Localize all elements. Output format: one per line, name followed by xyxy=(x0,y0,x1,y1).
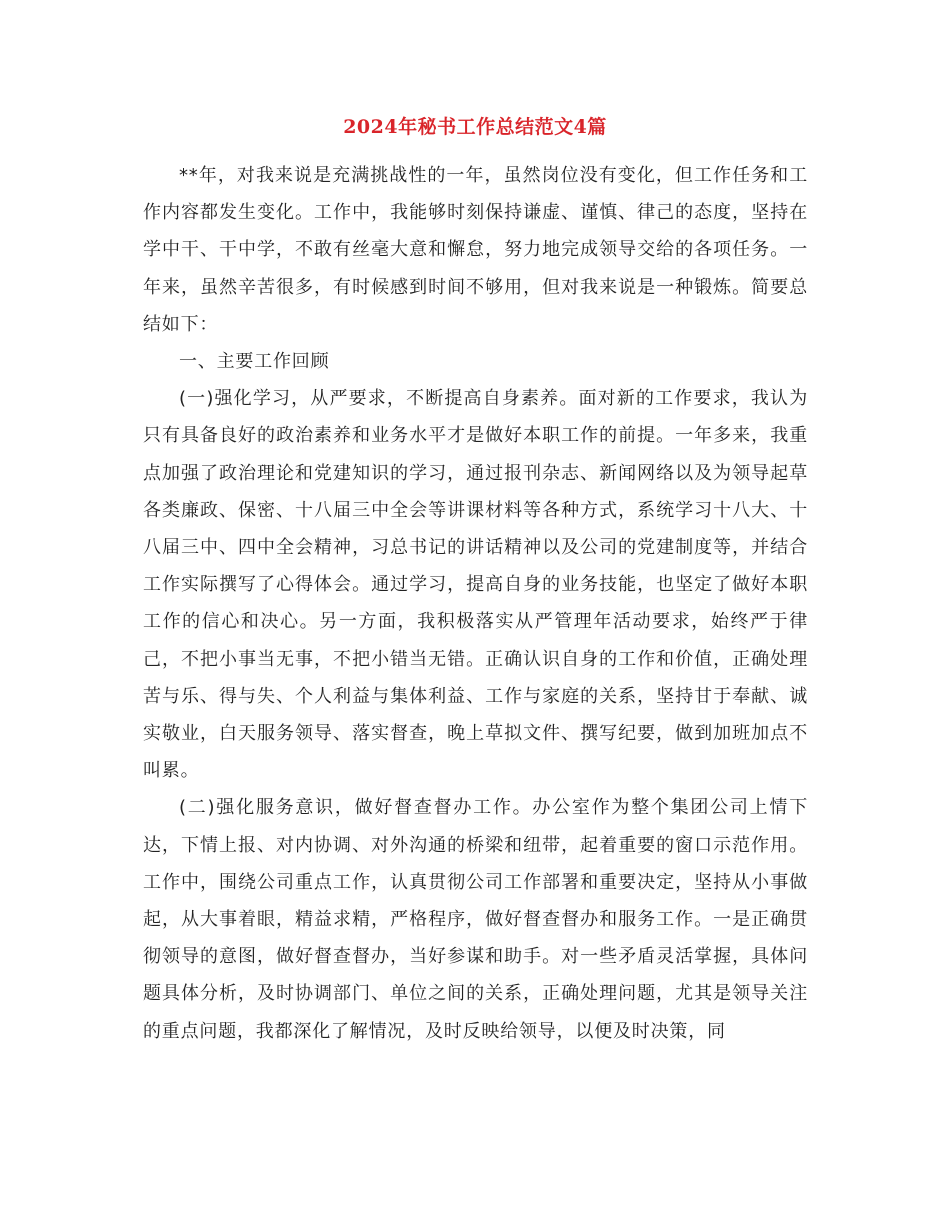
document-title: 2024年秘书工作总结范文4篇 xyxy=(343,116,607,138)
paragraph-service: (二)强化服务意识，做好督查督办工作。办公室作为整个集团公司上情下达，下情上报、对内协调、对外沟通的桥梁和纽带，起着重要的窗口示范作用。工作中，围绕公司重点工作，认真贯彻公司工作部署和重要决定，坚持从小事做起，从大事着眼，精益求精，严格程序，做好督查督办和服务工作。一是正确贯彻领导的意图，做好督查督办，当好参谋和助手。对一些矛盾灵活掌握，具体问题具体分析，及时协调部门、单位之间的关系，正确处理问题，尤其是领导关注的重点问题，我都深化了解情况，及时反映给领导，以便及时决策，同 xyxy=(143,797,808,1042)
section-heading-main-review: 一、主要工作回顾 xyxy=(179,351,330,373)
paragraph-study: (一)强化学习，从严要求，不断提高自身素养。面对新的工作要求，我认为只有具备良好的政治素养和业务水平才是做好本职工作的前提。一年多来，我重点加强了政治理论和党建知识的学习，通过报刊杂志、新闻网络以及为领导起草各类廉政、保密、十八届三中全会等讲课材料等各种方式，系统学习十八大、十八届三中、四中全会精神，习总书记的讲话精神以及公司的党建制度等，并结合工作实际撰写了心得体会。通过学习，提高自身的业务技能，也坚定了做好本职工作的信心和决心。另一方面，我积极落实从严管理年活动要求，始终严于律己，不把小事当无事，不把小错当无错。正确认识自身的工作和价值，正确处理苦与乐、得与失、个人利益与集体利益、工作与家庭的关系，坚持甘于奉献、诚实敬业，白天服务领导、落实督查，晚上草拟文件、撰写纪要，做到加班加点不叫累。 xyxy=(143,388,808,782)
paragraph-intro: **年，对我来说是充满挑战性的一年，虽然岗位没有变化，但工作任务和工作内容都发生变化。工作中，我能够时刻保持谦虚、谨慎、律己的态度，坚持在学中干、干中学，不敢有丝毫大意和懈怠，努力地完成领导交给的各项任务。一年来，虽然辛苦很多，有时候感到时间不够用，但对我来说是一种锻炼。简要总结如下： xyxy=(143,165,808,335)
document-body xyxy=(143,157,808,1050)
